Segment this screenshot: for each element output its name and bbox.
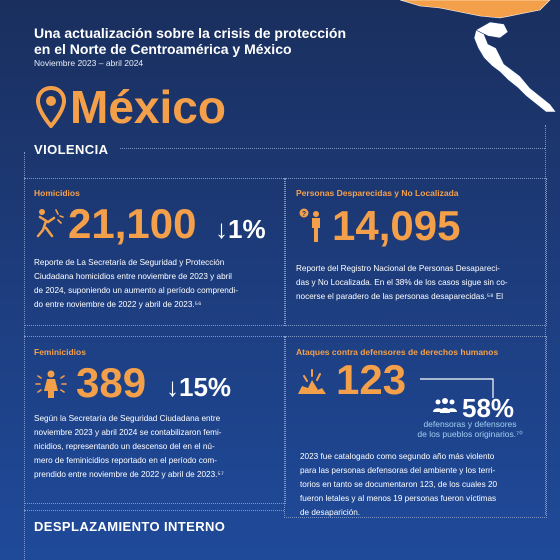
explosion-icon	[296, 366, 328, 396]
frame-top-line	[120, 148, 545, 149]
defensores-label: Ataques contra defensores de derechos humanos	[296, 347, 499, 357]
feminicidios-label: Feminicidios	[34, 347, 86, 357]
group-icon	[432, 397, 458, 415]
frame-bottom-left-line	[24, 510, 25, 560]
region-map	[380, 0, 560, 130]
desaparecidas-text: Reporte del Registro Nacional de Personas Desapareci- das y No Localizada. En el 38% de los casos sigue sin co- nocerse el paradero de las personas desaparecidas.⁵⁸ El	[296, 264, 508, 301]
homicidios-text: Reporte de La Secretaría de Seguridad y Protección Ciudadana homicidios entre noviembre de 2023 y abril de 2024, suponiendo un aumento al período comprendi- do entre noviembre de 2022 y abril de 2023.⁵⁶	[34, 258, 238, 309]
defensores-pct: 58%	[462, 393, 515, 423]
defensores-text: 2023 fue catalogado como segundo año más violento para las personas defensoras del ambiente y los terri- torios en tanto se documentaron 123, de los cuales 20 fueron letales y al menos 19 personas fueron víctimas de desaparición.	[300, 452, 498, 517]
feminicidios-change: ↓15%	[166, 372, 232, 402]
report-title: Una actualización sobre la crisis de protección en el Norte de Centroamérica y México	[34, 25, 346, 57]
assault-icon	[34, 206, 64, 238]
section-title-violencia: VIOLENCIA	[34, 142, 109, 157]
homicidios-label: Homicidios	[34, 188, 80, 198]
desaparecidas-value: 14,095	[332, 202, 461, 249]
desaparecidas-label: Personas Desparecidas y No Localizada	[296, 188, 459, 198]
woman-victim-icon	[34, 366, 68, 400]
homicidios-change: ↓1%	[215, 214, 266, 244]
homicidios-value: 21,100	[68, 200, 197, 247]
section-title-desplazamiento: DESPLAZAMIENTO INTERNO	[34, 519, 226, 534]
mexico-shape	[400, 0, 550, 18]
feminicidios-text: Según la Secretaría de Seguridad Ciudadana entre noviembre 2023 y abril 2024 se contabilizaron femi- nicidios, representando un descenso del en el nú- mero de feminicidios reportado en el período com- prendido entre noviembre de 2022 y abril de 2023.⁵⁷	[34, 414, 224, 479]
map-pin-icon	[36, 86, 66, 128]
frame-bottom-line	[24, 510, 284, 511]
svg-text:?: ?	[301, 211, 307, 218]
feminicidios-value: 389	[76, 359, 147, 406]
country-name: México	[70, 81, 226, 133]
report-period: Noviembre 2023 – abril 2024	[34, 58, 144, 68]
central-america-shape	[474, 30, 556, 112]
defensores-pct-note: defensoras y defensores de los pueblos originarios.⁷⁰	[417, 419, 523, 439]
missing-person-icon	[296, 208, 324, 244]
defensores-value: 123	[336, 356, 407, 403]
